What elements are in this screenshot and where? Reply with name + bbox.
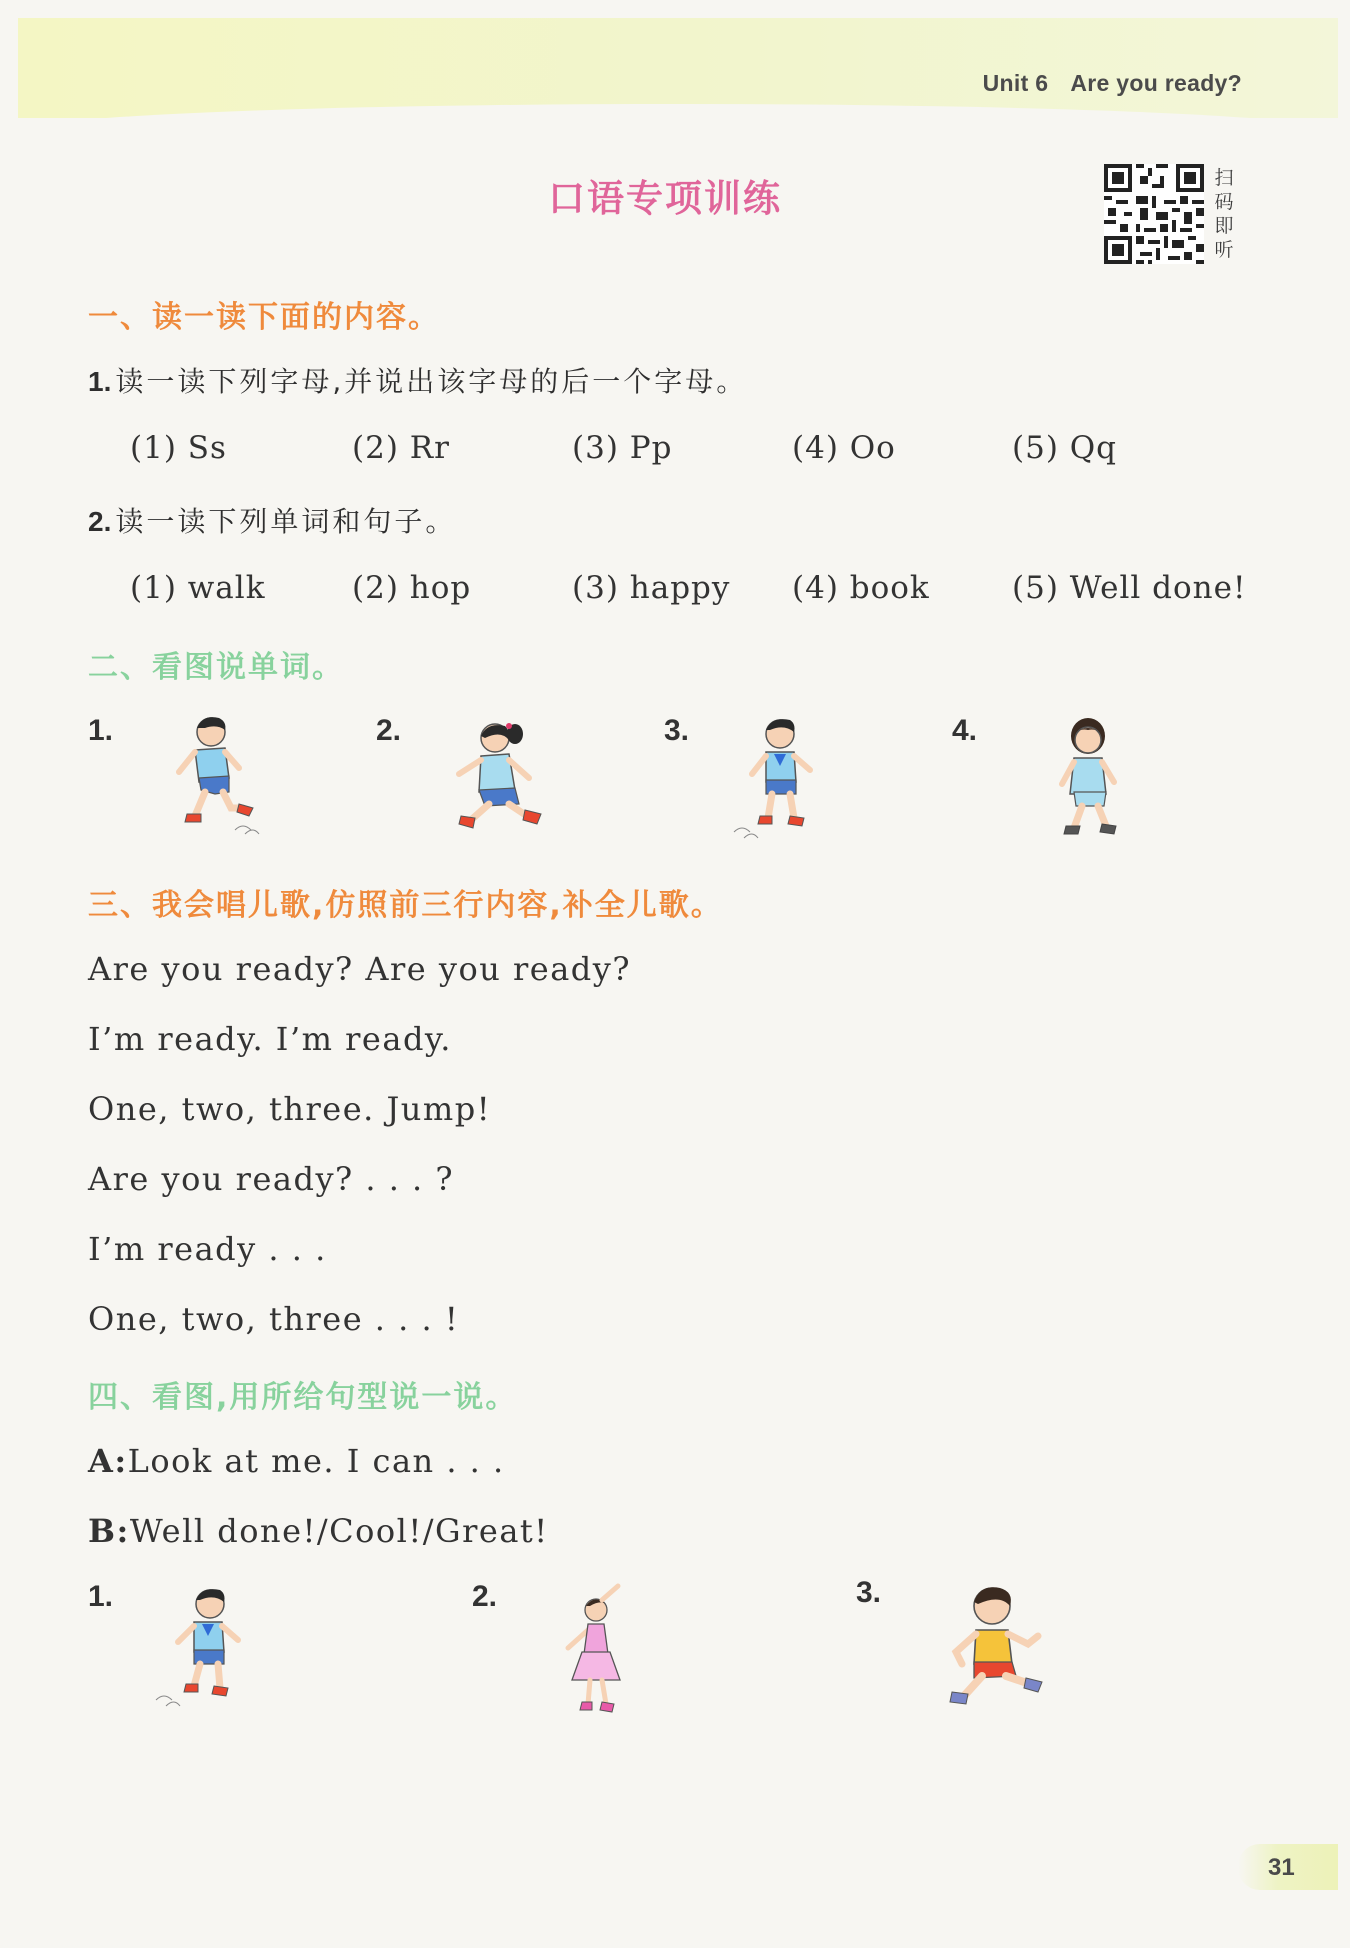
song-line: I’m ready . . . <box>88 1230 327 1268</box>
list-item: (3) Pp <box>572 430 673 466</box>
girl-dancing-icon <box>560 1584 640 1716</box>
song-line: Are you ready? Are you ready? <box>88 950 632 988</box>
song-line: Are you ready? . . . ? <box>88 1160 455 1198</box>
section2-heading: 二、看图说单词。 <box>88 650 344 685</box>
qr-code-icon[interactable] <box>1104 164 1204 264</box>
girl-running-icon <box>445 718 555 838</box>
unit-title: Are you ready? <box>1070 70 1242 96</box>
section1-heading: 一、读一读下面的内容。 <box>88 300 440 335</box>
page-title: 口语专项训练 <box>548 177 782 220</box>
song-line: One, two, three . . . ! <box>88 1300 460 1338</box>
dialogue-a: A:Look at me. I can . . . <box>88 1442 505 1480</box>
list-item: (2) Rr <box>352 430 450 466</box>
page-number: 31 <box>1238 1844 1338 1890</box>
list-item: (1) walk <box>130 570 266 606</box>
list-item: (1) Ss <box>130 430 227 466</box>
picture-number: 3. <box>856 1576 882 1609</box>
list-item: (4) Oo <box>792 430 896 466</box>
boy-hopping-icon <box>165 712 265 840</box>
dialogue-b: B:Well done!/Cool!/Great! <box>88 1512 549 1550</box>
list-item: (5) Qq <box>1012 430 1118 466</box>
picture-number: 3. <box>664 714 690 747</box>
picture-number: 2. <box>376 714 402 747</box>
boy-jumping-icon <box>152 1584 252 1710</box>
section3-heading: 三、我会唱儿歌,仿照前三行内容,补全儿歌。 <box>88 888 723 923</box>
picture-number: 4. <box>952 714 978 747</box>
section4-heading: 四、看图,用所给句型说一说。 <box>88 1380 518 1415</box>
song-line: I’m ready. I’m ready. <box>88 1020 452 1058</box>
section1-q2: 2. 读一读下列单词和句子。 <box>88 505 457 538</box>
song-line: One, two, three. Jump! <box>88 1090 492 1128</box>
section1-q1: 1. 读一读下列字母,并说出该字母的后一个字母。 <box>88 365 748 398</box>
list-item: (4) book <box>792 570 930 606</box>
list-item: (3) happy <box>572 570 731 606</box>
boy-running-icon <box>934 1580 1054 1712</box>
picture-number: 1. <box>88 1580 114 1613</box>
girl-walking-icon <box>1040 714 1140 844</box>
picture-number: 1. <box>88 714 114 747</box>
list-item: (5) Well done! <box>1012 570 1247 606</box>
list-item: (2) hop <box>352 570 472 606</box>
unit-header <box>983 70 1242 97</box>
boy-jumping-icon <box>728 714 828 840</box>
header-band <box>18 18 1338 118</box>
qr-label: 扫 码 即 听 <box>1214 167 1234 261</box>
picture-number: 2. <box>472 1580 498 1613</box>
unit-number: Unit 6 <box>982 70 1049 96</box>
